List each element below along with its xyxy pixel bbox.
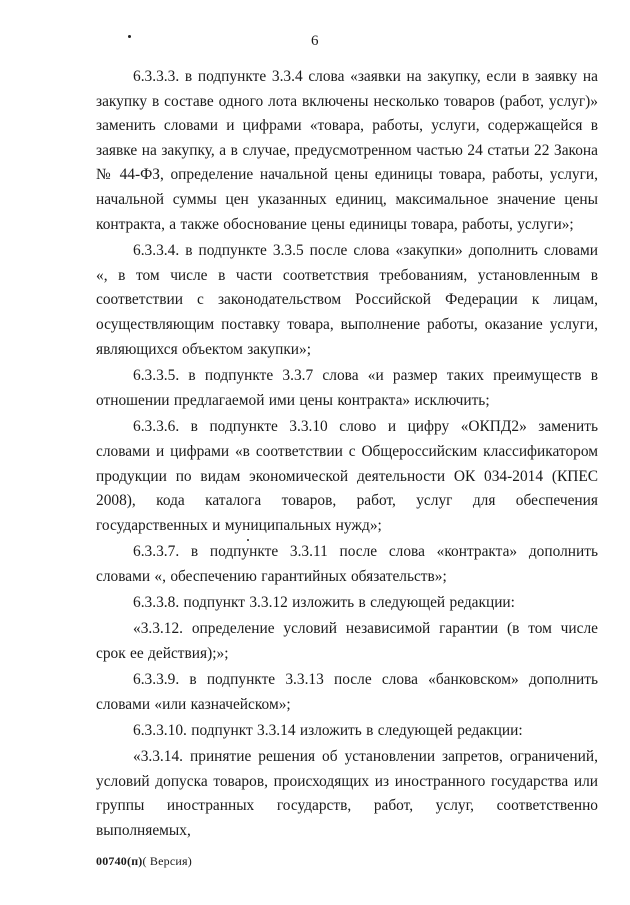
paragraph-6-3-3-10: 6.3.3.10. подпункт 3.3.14 изложить в следующей редакции: [133, 722, 523, 740]
quote-3-3-14: «3.3.14. принятие решения об установлении запретов, ограничений, условий допуска товаров, происходящих из иностранного государства или группы иностранных государств, работ, услуг, соответственно выполняемых, [96, 748, 598, 839]
paragraph-6-3-3-8: 6.3.3.8. подпункт 3.3.12 изложить в следующей редакции: [133, 594, 515, 612]
document-code: 00740(п) [96, 854, 143, 868]
paragraph-6-3-3-5: 6.3.3.5. в подпункте 3.3.7 слова «и размер таких преимуществ в отношении предлагаемой ими цены контракта» исключить; [96, 367, 598, 409]
document-body [96, 65, 598, 845]
paragraph-6-3-3-4: 6.3.3.4. в подпункте 3.3.5 после слова «закупки» дополнить словами «, в том числе в части соответствия требованиям, установленным в соответствии с законодательством Российской Федерации к лицам, осуществляющим поставку товара, выполнение работы, оказание услуги, являющихся объектом закупки»; [96, 242, 598, 358]
paragraph-6-3-3-6: 6.3.3.6. в подпункте 3.3.10 слово и цифру «ОКПД2» заменить словами и цифрами «в соответствии с Общероссийским классификатором продукции по видам экономической деятельности ОК 034-2014 (КПЕС 2008), кода каталога товаров, работ, услуг для обеспечения государственных и муниципальных нужд»; [96, 418, 598, 534]
paragraph-6-3-3-9: 6.3.3.9. в подпункте 3.3.13 после слова «банковском» дополнить словами «или казначейском»; [96, 671, 598, 713]
paragraph-6-3-3-3: 6.3.3.3. в подпункте 3.3.4 слова «заявки на закупку, если в заявку на закупку в составе одного лота включены несколько товаров (работ, услуг)» заменить словами и цифрами «товара, работы, услуги, содержащейся в заявке на закупку, а в случае, предусмотренном частью 24 статьи 22 Закона № 44-ФЗ, определение начальной цены единицы товара, работы, услуги, начальной суммы цен указанных единиц, максимальное значение цены контракта, а также обоснование цены единицы товара, работы, услуги»; [96, 68, 598, 233]
page-number: 6 [311, 33, 319, 49]
quote-3-3-12: «3.3.12. определение условий независимой гарантии (в том числе срок ее действия);»; [96, 620, 598, 662]
paragraph-6-3-3-7: 6.3.3.7. в подпункте 3.3.11 после слова «контракта» дополнить словами «, обеспечению гарантийных обязательств»; [96, 543, 598, 585]
document-version: ( Версия) [142, 854, 192, 868]
document-footer [96, 854, 192, 869]
